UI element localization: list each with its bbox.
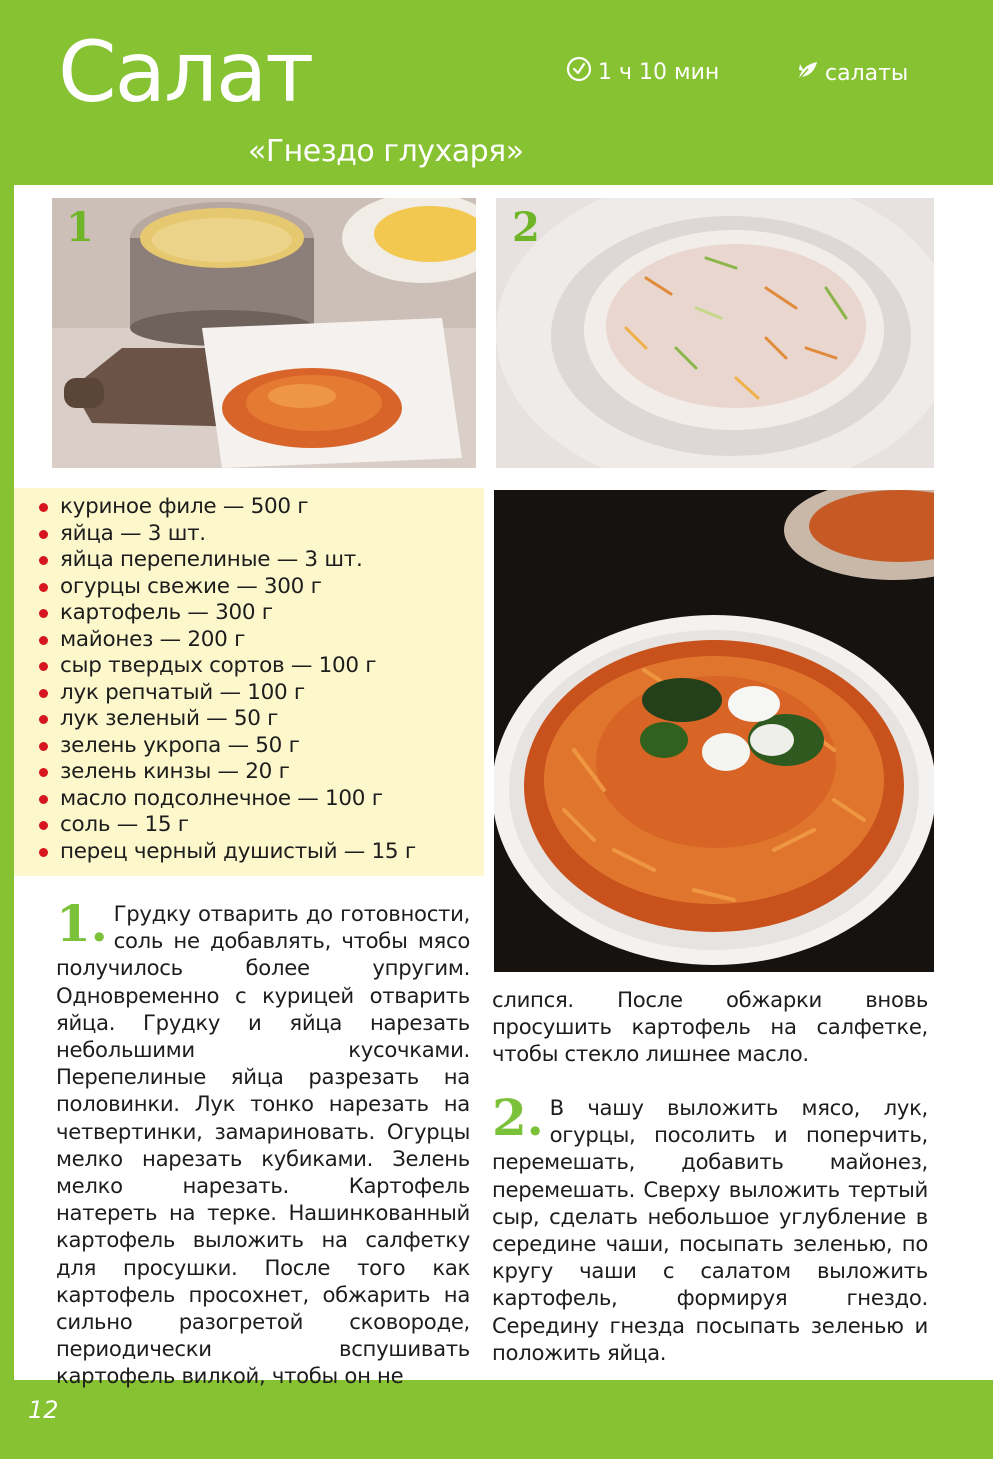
bullet bbox=[39, 821, 48, 830]
ingredient-item: яйца перепелиные — 3 шт. bbox=[60, 547, 484, 574]
bullet bbox=[39, 609, 48, 618]
bullet bbox=[39, 795, 48, 804]
step1-photo-number: 1 bbox=[66, 204, 94, 251]
step1-photo bbox=[52, 198, 476, 468]
step1-body: Грудку отварить до готовности, соль не добавлять, чтобы мясо получилось более упругим. Одновременно с курицей отварить яйца. Грудку и яйца нарезать небольшими кусочками. Перепелиные яйца разрезать на половинки. Лук тонко нарезать на четвертинки, замариновать. Огурцы мелко нарезать кубиками. Зелень мелко нарезать. Картофель натереть на терке. Нашинкованный картофель выложить на салфетку для просушки. После того как картофель просохнет, обжарить на сильно разогретой сковороде, периодически вспушивать картофель вилкой, чтобы он не bbox=[56, 901, 470, 1389]
ingredient-item: картофель — 300 г bbox=[60, 600, 484, 627]
step2-text bbox=[492, 1088, 928, 1366]
ingredient-item: яйца — 3 шт. bbox=[60, 521, 484, 548]
bullet bbox=[39, 662, 48, 671]
ingredient-item: лук репчатый — 100 г bbox=[60, 680, 484, 707]
leaf-icon bbox=[796, 58, 820, 88]
side-band bbox=[0, 185, 14, 1380]
bullet bbox=[39, 768, 48, 777]
cooking-time bbox=[566, 56, 719, 88]
step2-photo-number: 2 bbox=[512, 204, 540, 251]
recipe-title: Салат bbox=[58, 23, 313, 121]
step2-body: В чашу выложить мясо, лук, огурцы, посолить и поперчить, перемешать, добавить майонез, перемешать. Сверху выложить тертый сыр, сделать небольшое углубление в середине чаши, посыпать зеленью, по кругу чаши с салатом выложить картофель, формируя гнездо. Середину гнезда посыпать зеленью и положить яйца. bbox=[492, 1095, 928, 1365]
recipe-category bbox=[796, 58, 908, 88]
cooking-time-label: 1 ч 10 мин bbox=[598, 59, 720, 85]
ingredients-panel bbox=[14, 488, 484, 876]
bullet bbox=[39, 689, 48, 698]
bullet bbox=[39, 583, 48, 592]
ingredient-item: зелень кинзы — 20 г bbox=[60, 759, 484, 786]
recipe-subtitle: «Гнездо глухаря» bbox=[248, 134, 524, 169]
footer-band bbox=[0, 1380, 993, 1459]
step2-number: 2. bbox=[492, 1088, 544, 1147]
ingredient-item: майонез — 200 г bbox=[60, 627, 484, 654]
clock-icon bbox=[566, 56, 592, 88]
category-label: салаты bbox=[825, 60, 909, 86]
ingredient-item: огурцы свежие — 300 г bbox=[60, 574, 484, 601]
ingredient-item: соль — 15 г bbox=[60, 812, 484, 839]
ingredient-item: куриное филе — 500 г bbox=[60, 494, 484, 521]
bullet bbox=[39, 848, 48, 857]
final-dish-photo bbox=[494, 490, 934, 972]
ingredient-item: перец черный душистый — 15 г bbox=[60, 839, 484, 866]
bullet bbox=[39, 715, 48, 724]
step1-number: 1. bbox=[56, 894, 108, 953]
step1-text bbox=[56, 894, 470, 1390]
step2-photo bbox=[496, 198, 934, 468]
step1-continued: слипся. После обжарки вновь просушить картофель на салфетке, чтобы стекло лишнее масло. bbox=[492, 987, 928, 1067]
ingredient-item: лук зеленый — 50 г bbox=[60, 706, 484, 733]
page-number: 12 bbox=[28, 1396, 59, 1424]
bullet bbox=[39, 742, 48, 751]
bullet bbox=[39, 636, 48, 645]
bullet bbox=[39, 503, 48, 512]
ingredient-item: зелень укропа — 50 г bbox=[60, 733, 484, 760]
bullet bbox=[39, 530, 48, 539]
bullet bbox=[39, 556, 48, 565]
ingredient-item: сыр твердых сортов — 100 г bbox=[60, 653, 484, 680]
ingredient-item: масло подсолнечное — 100 г bbox=[60, 786, 484, 813]
ingredients-list bbox=[14, 488, 484, 865]
